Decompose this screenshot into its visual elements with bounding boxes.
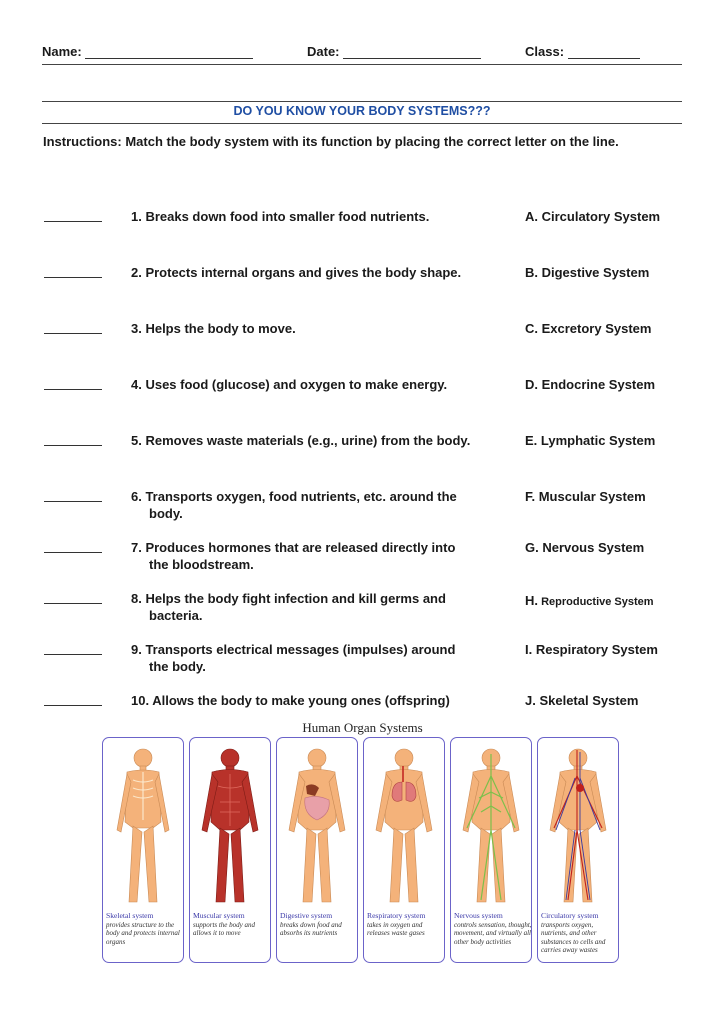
question-text: 4. Uses food (glucose) and oxygen to make energy. xyxy=(131,377,448,392)
digestive-figure-illustration xyxy=(279,742,355,910)
answer-option: F. Muscular System xyxy=(525,489,646,504)
instructions: Instructions: Match the body system with its function by placing the correct letter on the line. xyxy=(43,134,619,149)
answer-blank[interactable] xyxy=(44,333,102,334)
divider xyxy=(42,101,682,102)
date-line[interactable] xyxy=(343,58,481,59)
answer-blank[interactable] xyxy=(44,501,102,502)
question-text: 9. Transports electrical messages (impulses) around the body. xyxy=(131,642,456,674)
answer-blank[interactable] xyxy=(44,654,102,655)
answer-option: G. Nervous System xyxy=(525,540,645,555)
panel-circulatory xyxy=(537,737,619,963)
answer-option: C. Excretory System xyxy=(525,321,652,336)
panel-caption: Digestive system breaks down food and absorbs its nutrients xyxy=(280,911,342,938)
skeletal-figure-illustration xyxy=(105,742,181,910)
answer-option: I. Respiratory System xyxy=(525,642,658,657)
question-text: 1. Breaks down food into smaller food nutrients. xyxy=(131,209,430,224)
question-text: 3. Helps the body to move. xyxy=(131,321,296,336)
panel-caption: Respiratory system takes in oxygen and releases waste gases xyxy=(367,911,426,938)
question-text: 7. Produces hormones that are released directly into the bloodstream. xyxy=(131,540,456,572)
panel-caption: Circulatory system transports oxygen, nutrients, and other substances to cells and carries away wastes xyxy=(541,911,606,955)
answer-option: B. Digestive System xyxy=(525,265,650,280)
class-line[interactable] xyxy=(568,58,640,59)
organ-systems-figure xyxy=(100,720,625,970)
header-fields xyxy=(42,42,682,65)
panel-nervous xyxy=(450,737,532,963)
panel-digestive xyxy=(276,737,358,963)
nervous-figure-illustration xyxy=(453,742,529,910)
panel-skeletal xyxy=(102,737,184,963)
answer-blank[interactable] xyxy=(44,445,102,446)
circulatory-figure-illustration xyxy=(540,742,616,910)
question-text: 6. Transports oxygen, food nutrients, etc. around the body. xyxy=(131,489,457,521)
answer-blank[interactable] xyxy=(44,552,102,553)
question-text: 10. Allows the body to make young ones (offspring) xyxy=(131,693,450,708)
figure-title: Human Organ Systems xyxy=(302,720,423,735)
panel-caption: Muscular system supports the body and allows it to move xyxy=(193,911,256,938)
answer-option: E. Lymphatic System xyxy=(525,433,656,448)
date-field[interactable] xyxy=(307,44,481,59)
class-field[interactable] xyxy=(525,44,640,59)
answer-blank[interactable] xyxy=(44,705,102,706)
question-text: 2. Protects internal organs and gives the body shape. xyxy=(131,265,462,280)
respiratory-figure-illustration xyxy=(366,742,442,910)
answer-blank[interactable] xyxy=(44,221,102,222)
panel-caption: Nervous system controls sensation, thought, movement, and virtually all other body activities xyxy=(454,911,532,946)
name-field[interactable] xyxy=(42,44,253,59)
date-label: Date: xyxy=(307,44,340,59)
muscular-figure-illustration xyxy=(192,742,268,910)
panel-caption: Skeletal system provides structure to the body and protects internal organs xyxy=(106,911,180,946)
panel-muscular xyxy=(189,737,271,963)
worksheet-title: DO YOU KNOW YOUR BODY SYSTEMS??? xyxy=(42,104,682,124)
name-line[interactable] xyxy=(85,58,253,59)
question-text: 5. Removes waste materials (e.g., urine) from the body. xyxy=(131,433,471,448)
answer-blank[interactable] xyxy=(44,277,102,278)
answer-option: D. Endocrine System xyxy=(525,377,656,392)
answer-option: H. Reproductive System xyxy=(525,593,654,608)
class-label: Class: xyxy=(525,44,565,59)
answer-option: A. Circulatory System xyxy=(525,209,661,224)
answer-blank[interactable] xyxy=(44,389,102,390)
answer-option: J. Skeletal System xyxy=(525,693,639,708)
answer-blank[interactable] xyxy=(44,603,102,604)
name-label: Name: xyxy=(42,44,82,59)
panel-respiratory xyxy=(363,737,445,963)
answer-option-text: Reproductive System xyxy=(541,596,654,608)
question-text: 8. Helps the body fight infection and kill germs and bacteria. xyxy=(131,591,446,623)
